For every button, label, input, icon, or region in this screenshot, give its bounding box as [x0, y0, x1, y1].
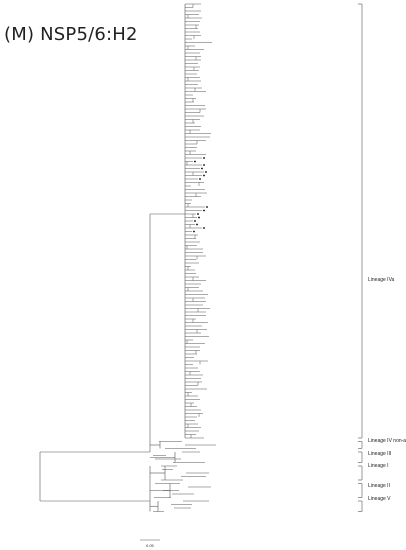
lineage-label-ii: Lineage II	[368, 483, 390, 489]
highlight-marker	[194, 220, 196, 222]
lineage-label-iii: Lineage III	[368, 451, 392, 457]
highlight-marker	[205, 171, 207, 173]
highlight-marker	[199, 178, 201, 180]
highlight-marker	[194, 161, 196, 163]
panel-title: (M) NSP5/6:H2	[4, 24, 138, 45]
lineage-label-i: Lineage I	[368, 463, 389, 469]
highlight-marker	[196, 224, 198, 226]
lineage-label-iv-non-a: Lineage IV non-a	[368, 438, 406, 444]
highlight-marker	[203, 227, 205, 229]
highlight-marker	[203, 210, 205, 212]
scale-bar-label: 0.05	[146, 543, 154, 548]
lineage-label-v: Lineage V	[368, 496, 391, 502]
highlight-marker	[197, 213, 199, 215]
lineage-label-iva: Lineage IVa	[368, 277, 395, 283]
highlight-marker	[203, 157, 205, 159]
highlight-marker	[203, 175, 205, 177]
highlight-marker	[193, 231, 195, 233]
highlight-marker	[201, 168, 203, 170]
highlight-marker	[206, 206, 208, 208]
highlight-marker	[198, 217, 200, 219]
highlight-marker	[203, 164, 205, 166]
